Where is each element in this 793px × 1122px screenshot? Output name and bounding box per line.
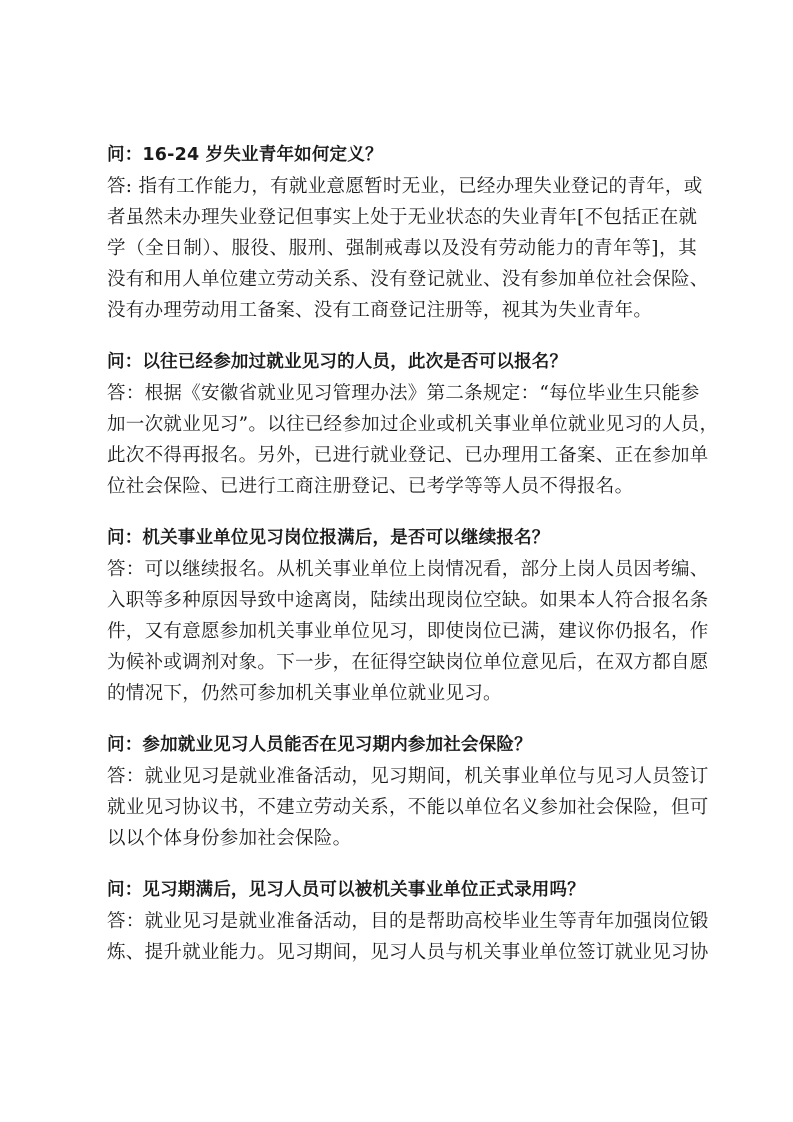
answer-line: 位社会保险、已进行工商注册登记、已考学等等人员不得报名。 (107, 476, 634, 497)
faq-answer (107, 761, 709, 854)
answer-line: 炼、提升就业能力。见习期间，见习人员与机关事业单位签订就业见习协 (107, 942, 709, 963)
faq-question: 问：以往已经参加过就业见习的人员，此次是否可以报名？ (107, 352, 568, 372)
faq-answer (107, 378, 719, 502)
faq-answer (107, 554, 709, 709)
faq-answer (107, 171, 709, 326)
answer-line: 以以个体身份参加社会保险。 (107, 828, 352, 849)
answer-line: 学（全日制）、服役、服刑、强制戒毒以及没有劳动能力的青年等]，其 (107, 238, 697, 259)
answer-line: 为候补或调剂对象。下一步，在征得空缺岗位单位意见后，在双方都自愿 (107, 652, 709, 673)
faq-question: 问：机关事业单位见习岗位报满后，是否可以继续报名？ (107, 528, 550, 548)
answer-line: 此次不得再报名。另外，已进行就业登记、已办理用工备案、正在参加单 (107, 445, 709, 466)
faq-list (107, 140, 719, 989)
answer-line: 就业见习协议书，不建立劳动关系，不能以单位名义参加社会保险，但可 (107, 797, 709, 818)
faq-question: 问：见习期满后，见习人员可以被机关事业单位正式录用吗？ (107, 880, 585, 900)
faq-question: 问：参加就业见习人员能否在见习期内参加社会保险？ (107, 735, 532, 755)
answer-line: 加一次就业见习”。以往已经参加过企业或机关事业单位就业见习的人员， (107, 414, 719, 435)
faq-item-3 (107, 523, 709, 709)
faq-item-4 (107, 730, 709, 854)
answer-line: 答：根据《安徽省就业见习管理办法》第二条规定：“每位毕业生只能参 (107, 383, 700, 404)
answer-line: 的情况下，仍然可参加机关事业单位就业见习。 (107, 683, 502, 704)
faq-item-1 (107, 140, 709, 326)
answer-line: 答: 指有工作能力，有就业意愿暂时无业，已经办理失业登记的青年，或 (107, 176, 703, 197)
faq-item-5 (107, 875, 709, 968)
answer-line: 答：可以继续报名。从机关事业单位上岗情况看，部分上岗人员因考编、 (107, 559, 709, 580)
answer-line: 者虽然未办理失业登记但事实上处于无业状态的失业青年[不包括正在就 (107, 207, 698, 228)
faq-item-2 (107, 347, 719, 502)
faq-question: 问：16-24 岁失业青年如何定义？ (107, 145, 383, 165)
answer-line: 答：就业见习是就业准备活动，目的是帮助高校毕业生等青年加强岗位锻 (107, 911, 709, 932)
answer-line: 答：就业见习是就业准备活动，见习期间，机关事业单位与见习人员签订 (107, 766, 709, 787)
answer-line: 件，又有意愿参加机关事业单位见习，即使岗位已满，建议你仍报名，作 (107, 621, 709, 642)
faq-answer (107, 906, 709, 968)
answer-line: 没有办理劳动用工备案、没有工商登记注册等，视其为失业青年。 (107, 300, 653, 321)
answer-line: 入职等多种原因导致中途离岗，陆续出现岗位空缺。如果本人符合报名条 (107, 590, 709, 611)
answer-line: 没有和用人单位建立劳动关系、没有登记就业、没有参加单位社会保险、 (107, 269, 709, 290)
